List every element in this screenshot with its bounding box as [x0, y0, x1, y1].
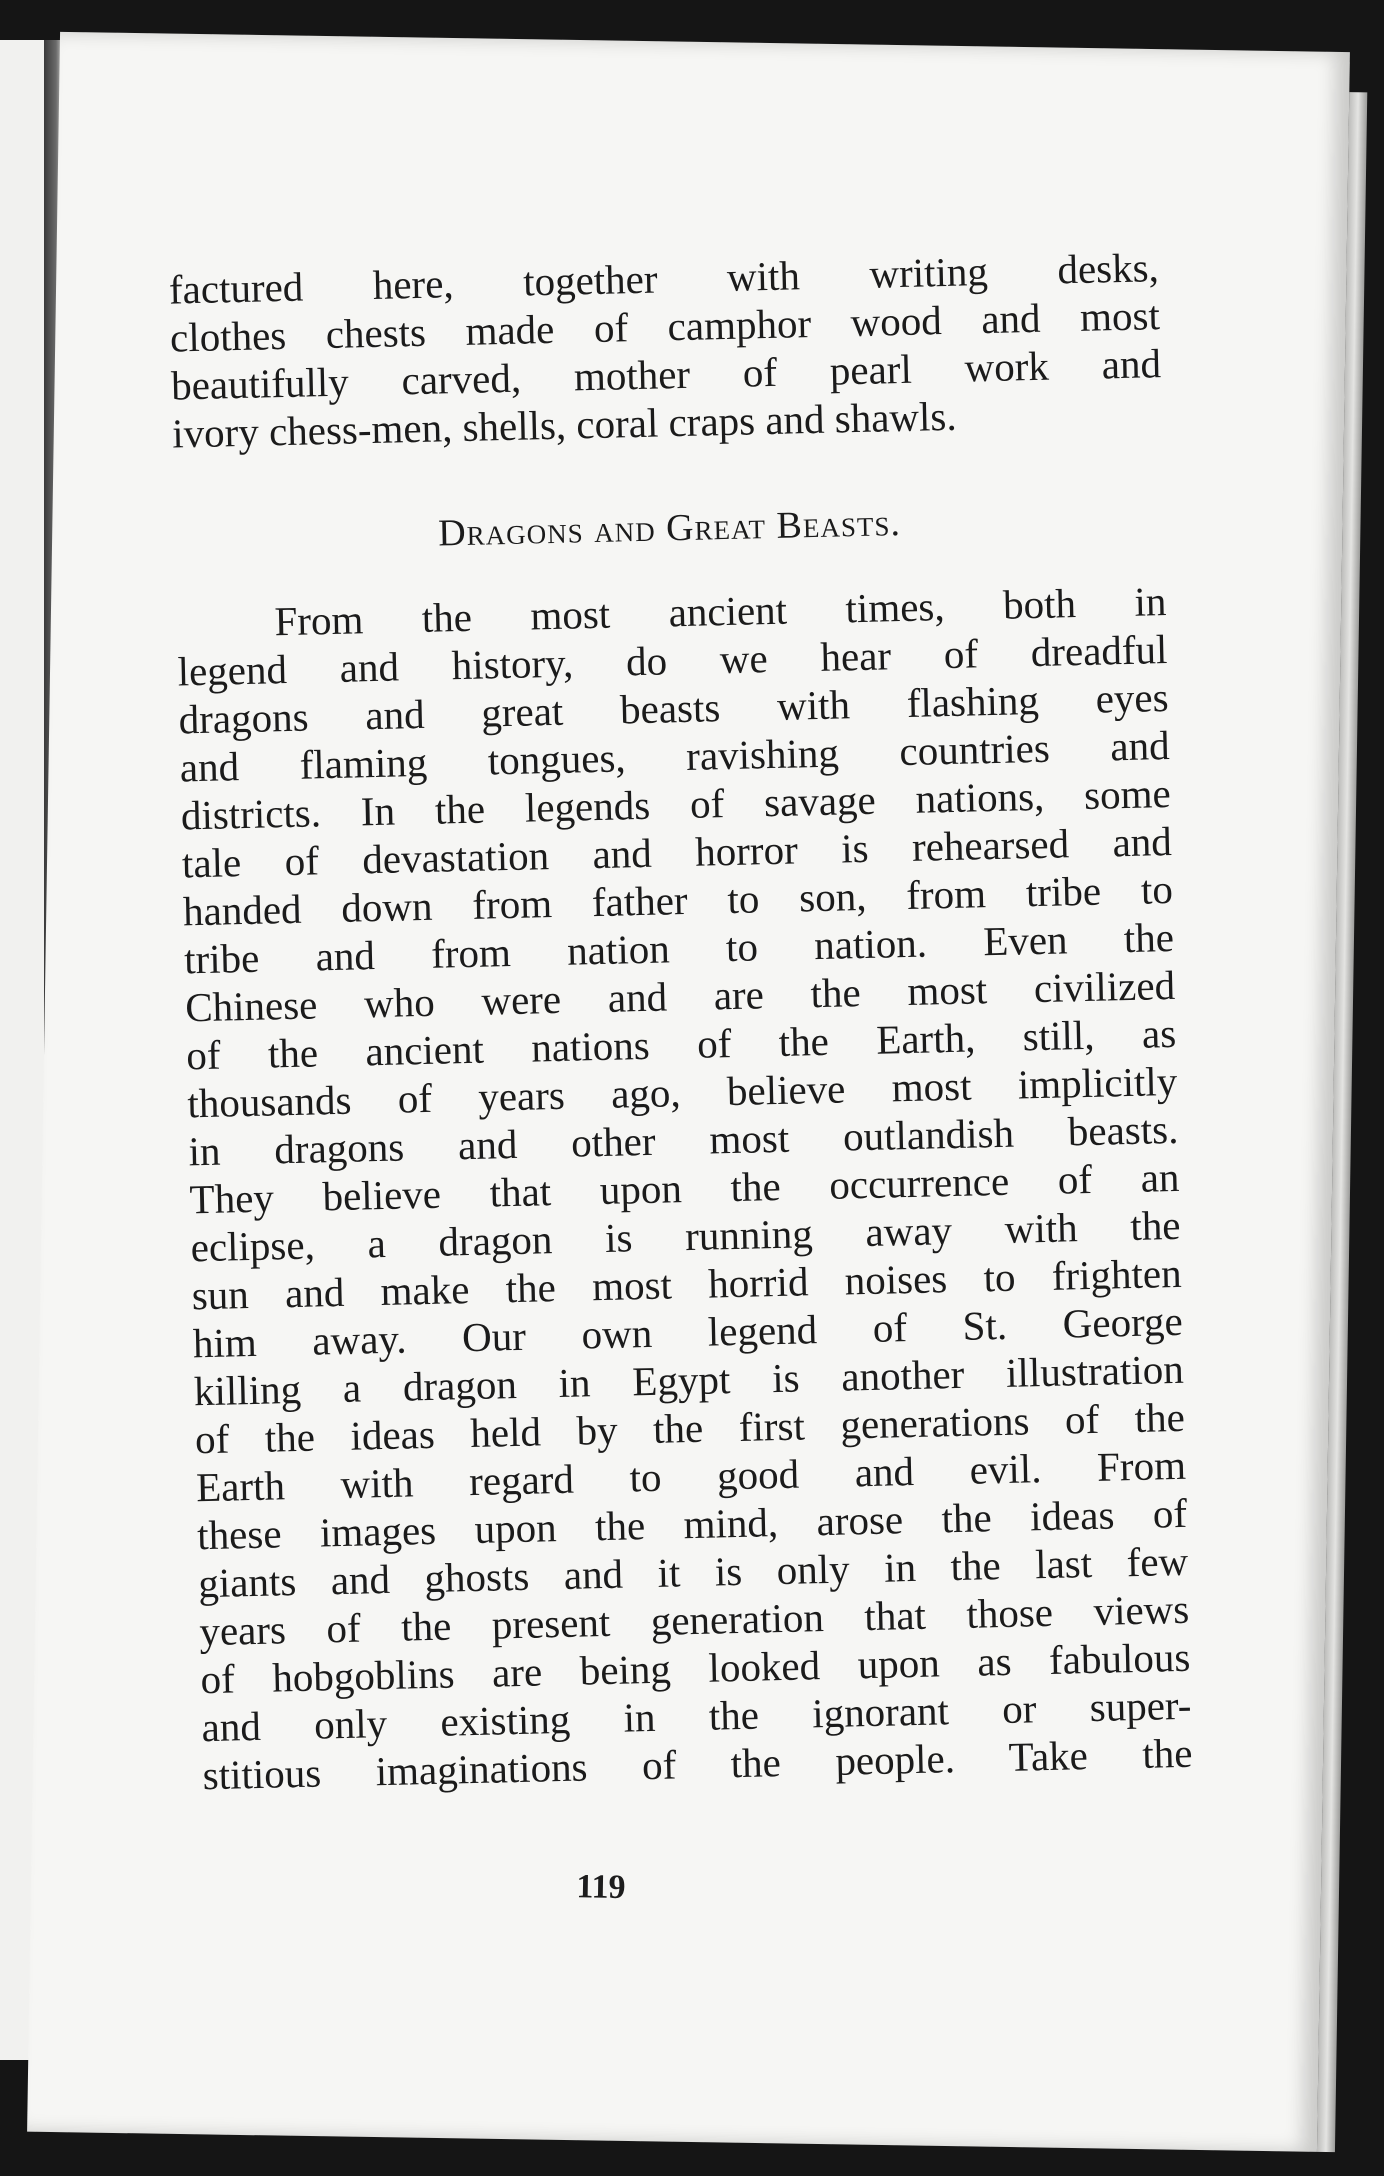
text-line: of hobgoblins are being looked upon as fabulous: [199, 1633, 1191, 1703]
text-line: Chinese who were and are the most civilized: [184, 961, 1176, 1031]
text-line: dragons and great beasts with flashing eyes: [178, 674, 1169, 743]
text-line: stitious imaginations of the people. Take the: [202, 1729, 1193, 1799]
text-line: sun and make the most horrid noises to frighten: [191, 1249, 1183, 1319]
text-line: killing a dragon in Egypt is another illustration: [193, 1345, 1185, 1415]
text-line: thousands of years ago, believe most implicitly: [186, 1057, 1178, 1127]
text-line: Earth with regard to good and evil. From: [195, 1441, 1187, 1511]
page-number: 119: [576, 1868, 626, 1906]
text-line: giants and ghosts and it is only in the last few: [197, 1537, 1189, 1607]
text-line: and flaming tongues, ravishing countries and: [179, 722, 1171, 791]
text-line: beautifully carved, mother of pearl work and: [170, 340, 1162, 409]
text-line: factured here, together with writing desks,: [168, 244, 1160, 313]
page-text: [168, 243, 1193, 1799]
text-line: From the most ancient times, both in: [273, 578, 1167, 645]
text-line: eclipse, a dragon is running away with the: [190, 1201, 1181, 1271]
text-line: handed down from father to son, from tribe to: [182, 865, 1174, 935]
text-line: and only existing in the ignorant or super-: [201, 1681, 1192, 1751]
text-line: in dragons and other most outlandish beasts.: [188, 1105, 1179, 1175]
text-line: of the ideas held by the first generations of the: [194, 1393, 1186, 1463]
text-line: these images upon the mind, arose the ideas of: [196, 1489, 1188, 1559]
text-line: tale of devastation and horror is rehearsed and: [181, 817, 1173, 887]
text-line-last: ivory chess-men, shells, coral craps and shawls.: [171, 392, 958, 457]
text-line: of the ancient nations of the Earth, still, as: [185, 1009, 1177, 1079]
text-line: districts. In the legends of savage nations, some: [180, 770, 1172, 839]
text-line: They believe that upon the occurrence of an: [189, 1153, 1180, 1223]
text-line: legend and history, do we hear of dreadful: [177, 626, 1168, 695]
text-line: tribe and from nation to nation. Even the: [183, 913, 1175, 983]
text-line: clothes chests made of camphor wood and most: [169, 292, 1161, 361]
section-heading: Dragons and Great Beasts.: [437, 502, 902, 555]
text-line: him away. Our own legend of St. George: [192, 1297, 1184, 1367]
text-line: years of the present generation that those views: [198, 1585, 1190, 1655]
book-page: [27, 32, 1350, 2152]
